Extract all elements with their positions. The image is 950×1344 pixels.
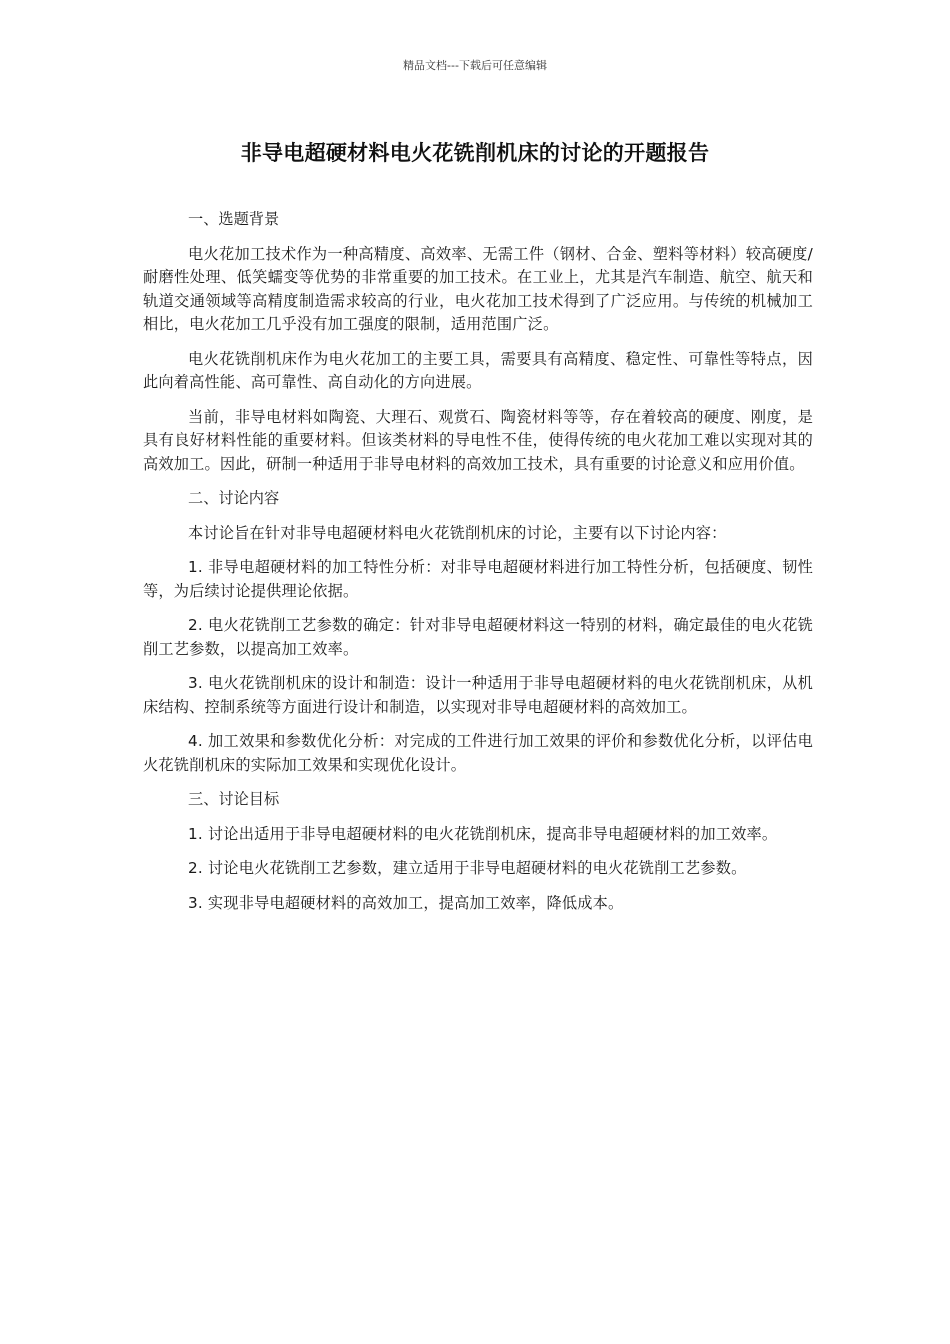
page-header-note: 精品文档---下载后可任意编辑	[403, 59, 547, 72]
list-item-goal-3: 3. 实现非导电超硬材料的高效加工，提高加工效率，降低成本。	[188, 893, 624, 912]
list-item-goal-1: 1. 讨论出适用于非导电超硬材料的电火花铣削机床，提高非导电超硬材料的加工效率。	[188, 824, 778, 843]
paragraph-nonconductive-materials: 当前，非导电材料如陶瓷、大理石、观赏石、陶瓷材料等等，存在着较高的硬度、刚度，是具有良好材料性能的重要材料。但该类材料的导电性不佳，使得传统的电火花加工难以实现对其的高效加工。因此，研制一种适用于非导电材料的高效加工技术，具有重要的讨论意义和应用价值。	[143, 407, 813, 473]
list-item-content-1: 1. 非导电超硬材料的加工特性分析：对非导电超硬材料进行加工特性分析，包括硬度、韧性等，为后续讨论提供理论依据。	[143, 558, 813, 600]
document-title: 非导电超硬材料电火花铣削机床的讨论的开题报告	[240, 141, 710, 165]
list-item-content-3: 3. 电火花铣削机床的设计和制造：设计一种适用于非导电超硬材料的电火花铣削机床，从机床结构、控制系统等方面进行设计和制造，以实现对非导电超硬材料的高效加工。	[143, 674, 813, 716]
paragraph-edm-overview: 电火花加工技术作为一种高精度、高效率、无需工件（钢材、合金、塑料等材料）较高硬度/耐磨性处理、低笑蠕变等优势的非常重要的加工技术。在工业上，尤其是汽车制造、航空、航天和轨道交通领域等高精度制造需求较高的行业，电火花加工技术得到了广泛应用。与传统的机械加工相比，电火花加工几乎没有加工强度的限制，适用范围广泛。	[143, 244, 813, 333]
section-heading-content: 二、讨论内容	[188, 489, 280, 507]
document-body	[143, 208, 813, 926]
paragraph-milling-machine: 电火花铣削机床作为电火花加工的主要工具，需要具有高精度、稳定性、可靠性等特点，因此向着高性能、高可靠性、高自动化的方向进展。	[143, 349, 813, 391]
paragraph-content-intro: 本讨论旨在针对非导电超硬材料电火花铣削机床的讨论，主要有以下讨论内容：	[188, 523, 727, 542]
list-item-content-2: 2. 电火花铣削工艺参数的确定：针对非导电超硬材料这一特别的材料，确定最佳的电火花铣削工艺参数，以提高加工效率。	[143, 616, 813, 658]
section-heading-background: 一、选题背景	[188, 210, 280, 228]
section-heading-goals: 三、讨论目标	[188, 790, 280, 808]
list-item-content-4: 4. 加工效果和参数优化分析：对完成的工件进行加工效果的评价和参数优化分析，以评估电火花铣削机床的实际加工效果和实现优化设计。	[143, 732, 813, 774]
list-item-goal-2: 2. 讨论电火花铣削工艺参数，建立适用于非导电超硬材料的电火花铣削工艺参数。	[188, 859, 747, 877]
